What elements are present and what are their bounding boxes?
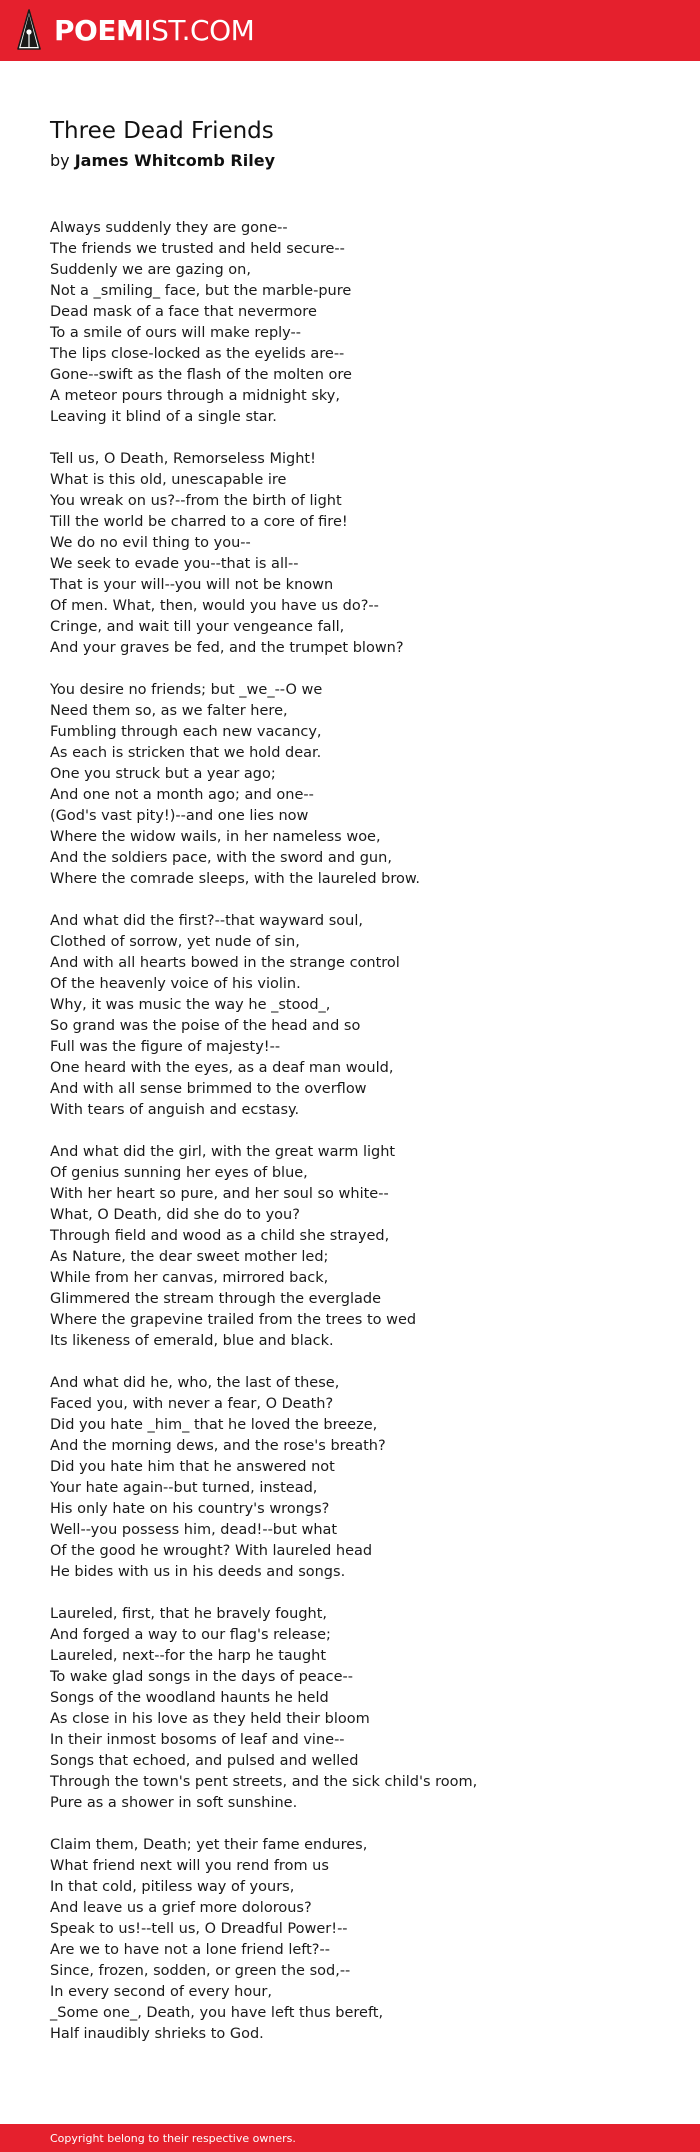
poem-line: Half inaudibly shrieks to God. [50,2026,264,2042]
poem-heading [50,114,275,172]
poem-line: Dead mask of a face that nevermore [50,304,317,320]
poem-line: Why, it was music the way he _stood_, [50,997,331,1013]
poem-line: You wreak on us?--from the birth of light [50,493,342,509]
poem-line: Are we to have not a lone friend left?-- [50,1942,330,1958]
poem-body [50,218,477,2066]
poem-line: Not a _smiling_ face, but the marble-pure [50,283,352,299]
poem-line: And what did he, who, the last of these, [50,1375,340,1391]
poem-line: We seek to evade you--that is all-- [50,556,299,572]
poem-line: _Some one_, Death, you have left thus bereft, [50,2005,384,2021]
poem-byline [50,150,275,172]
poem-line: He bides with us in his deeds and songs. [50,1564,346,1580]
poem-line: And the soldiers pace, with the sword and gun, [50,850,392,866]
poem-line: We do no evil thing to you-- [50,535,251,551]
poem-line: Where the comrade sleeps, with the laureled brow. [50,871,421,887]
poem-line: Pure as a shower in soft sunshine. [50,1795,298,1811]
poem-stanza [50,1604,477,1814]
poem-line: To a smile of ours will make reply-- [50,325,301,341]
poem-line: One heard with the eyes, as a deaf man would, [50,1060,394,1076]
poem-line: With tears of anguish and ecstasy. [50,1102,300,1118]
poem-line: Laureled, next--for the harp he taught [50,1648,327,1664]
poem-line: While from her canvas, mirrored back, [50,1270,329,1286]
poem-line: And with all hearts bowed in the strange control [50,955,400,971]
poem-line: The lips close-locked as the eyelids are-- [50,346,345,362]
poem-line: Of the heavenly voice of his violin. [50,976,301,992]
poem-line: And your graves be fed, and the trumpet blown? [50,640,404,656]
poem-line: And leave us a grief more dolorous? [50,1900,312,1916]
poem-line: Through field and wood as a child she strayed, [50,1228,390,1244]
poem-line: As Nature, the dear sweet mother led; [50,1249,329,1265]
poem-line: Tell us, O Death, Remorseless Might! [50,451,316,467]
poem-line: With her heart so pure, and her soul so white-- [50,1186,389,1202]
poem-line: As each is stricken that we hold dear. [50,745,322,761]
poem-line: And what did the girl, with the great warm light [50,1144,396,1160]
poem-line: Claim them, Death; yet their fame endures, [50,1837,368,1853]
poem-line: Where the grapevine trailed from the trees to wed [50,1312,417,1328]
poem-line: His only hate on his country's wrongs? [50,1501,330,1517]
poem-title: Three Dead Friends [50,118,274,144]
byline-prefix: by [50,151,70,170]
poem-line: Of the good he wrought? With laureled head [50,1543,373,1559]
poem-line: Glimmered the stream through the everglade [50,1291,382,1307]
poem-line: Cringe, and wait till your vengeance fall, [50,619,345,635]
poem-line: In that cold, pitiless way of yours, [50,1879,295,1895]
poem-line: Did you hate _him_ that he loved the breeze, [50,1417,378,1433]
poem-line: Always suddenly they are gone-- [50,220,288,236]
poem-line: Of men. What, then, would you have us do?-- [50,598,379,614]
poem-line: And forged a way to our flag's release; [50,1627,331,1643]
poem-line: To wake glad songs in the days of peace-- [50,1669,353,1685]
logo-text-light: IST.COM [143,13,255,47]
poem-line: A meteor pours through a midnight sky, [50,388,340,404]
poem-line: One you struck but a year ago; [50,766,276,782]
poem-line: What, O Death, did she do to you? [50,1207,300,1223]
poem-line: What friend next will you rend from us [50,1858,329,1874]
poem-line: Clothed of sorrow, yet nude of sin, [50,934,300,950]
poem-line: Need them so, as we falter here, [50,703,288,719]
poem-line: In their inmost bosoms of leaf and vine-- [50,1732,345,1748]
poem-line: Songs that echoed, and pulsed and welled [50,1753,359,1769]
poem-line: Did you hate him that he answered not [50,1459,335,1475]
site-logo-link[interactable] [0,8,254,53]
site-logo-text [54,13,255,47]
site-footer [0,2124,700,2152]
poem-line: And the morning dews, and the rose's breath? [50,1438,386,1454]
poem-line: Since, frozen, sodden, or green the sod,-- [50,1963,351,1979]
poem-stanza [50,1373,477,1583]
author-link[interactable]: James Whitcomb Riley [74,151,275,170]
poem-line: (God's vast pity!)--and one lies now [50,808,309,824]
poem-stanza [50,680,477,890]
poem-line: Of genius sunning her eyes of blue, [50,1165,308,1181]
site-header [0,0,700,61]
poem-line: Laureled, first, that he bravely fought, [50,1606,328,1622]
poem-line: Where the widow wails, in her nameless woe, [50,829,381,845]
poem-stanza [50,1142,477,1352]
poem-line: The friends we trusted and held secure-- [50,241,345,257]
poem-line: Speak to us!--tell us, O Dreadful Power!-- [50,1921,348,1937]
poem-line: That is your will--you will not be known [50,577,334,593]
poem-stanza [50,1835,477,2045]
poem-line: In every second of every hour, [50,1984,272,2000]
poem-line: As close in his love as they held their bloom [50,1711,370,1727]
poem-stanza [50,911,477,1121]
poem-line: So grand was the poise of the head and so [50,1018,361,1034]
poem-line: Faced you, with never a fear, O Death? [50,1396,334,1412]
poem-line: Well--you possess him, dead!--but what [50,1522,338,1538]
poem-line: Songs of the woodland haunts he held [50,1690,329,1706]
copyright-notice: Copyright belong to their respective owners. [50,2131,296,2145]
poem-line: And what did the first?--that wayward soul, [50,913,363,929]
poem-line: Fumbling through each new vacancy, [50,724,322,740]
poem-line: Leaving it blind of a single star. [50,409,277,425]
poem-line: Your hate again--but turned, instead, [50,1480,318,1496]
pen-nib-icon [16,8,42,53]
poem-stanza [50,449,477,659]
poem-line: And with all sense brimmed to the overflow [50,1081,367,1097]
poem-line: And one not a month ago; and one-- [50,787,314,803]
poem-line: Suddenly we are gazing on, [50,262,251,278]
poem-line: What is this old, unescapable ire [50,472,287,488]
poem-line: Its likeness of emerald, blue and black. [50,1333,334,1349]
poem-line: Full was the figure of majesty!-- [50,1039,281,1055]
poem-line: Till the world be charred to a core of fire! [50,514,348,530]
poem-line: You desire no friends; but _we_--O we [50,682,323,698]
poem-line: Through the town's pent streets, and the sick child's room, [50,1774,478,1790]
poem-line: Gone--swift as the flash of the molten ore [50,367,352,383]
poem-stanza [50,218,477,428]
logo-text-strong: POEM [54,13,144,47]
